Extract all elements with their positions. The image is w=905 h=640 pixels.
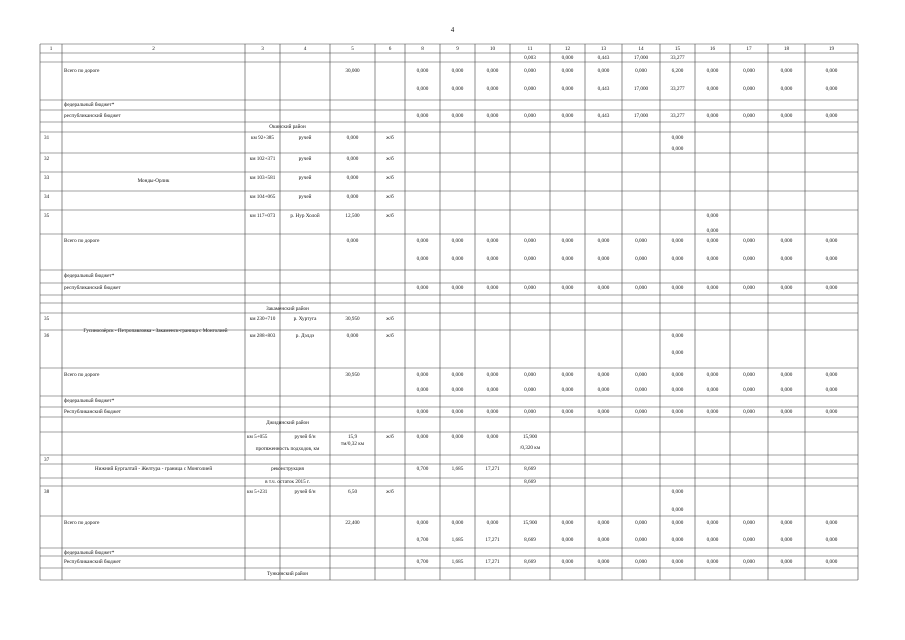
cell-value: 1,685	[451, 466, 464, 472]
cell-value: 0,000	[780, 68, 793, 74]
cell-value: 0,000	[706, 285, 719, 291]
cell-value: 0,000	[825, 559, 838, 565]
object-name: р. Хуртуга	[293, 316, 317, 322]
total-length: 22,400	[345, 520, 360, 526]
cell-value: 0,000	[451, 86, 464, 92]
object-name: ручей б/н	[294, 434, 316, 440]
cell-value: 0,000	[451, 256, 464, 262]
cell-value: 0,443	[597, 55, 610, 61]
cell-value: 0,000	[524, 372, 536, 378]
cell-value: 0,000	[416, 256, 429, 262]
cell-value: 0,000	[597, 537, 610, 543]
cell-value: 0,000	[561, 238, 574, 244]
row-number: 35	[44, 316, 50, 322]
cell-value: 33,277	[670, 55, 685, 61]
total-label: Всего по дороге	[64, 520, 100, 526]
total-label: Всего по дороге	[64, 238, 100, 244]
cell-value: 33,277	[670, 86, 685, 92]
cell-value: 0,000	[561, 559, 574, 565]
cell-value: 0,000	[743, 68, 755, 74]
total-length: 30,000	[345, 68, 360, 74]
cell-value: 17,271	[485, 537, 500, 543]
total-length: 0,000	[346, 238, 359, 244]
cell-value: 0,000	[524, 409, 536, 415]
header-cell: 15	[674, 45, 681, 52]
cell-value: 0,000	[671, 507, 684, 513]
cell-value: 0,000	[451, 409, 464, 415]
district-name: Окинский район	[269, 124, 306, 130]
cell-value: 17,000	[633, 55, 649, 61]
district-name: Закаменский район	[266, 306, 309, 312]
cell-value: 0,000	[671, 409, 684, 415]
cell-value: 17,271	[485, 559, 500, 565]
cell-value: /0,320 км	[519, 445, 541, 451]
cell-value: 0,000	[635, 537, 647, 543]
road-name: Монды-Орлик	[137, 178, 170, 184]
cell-value: 1,685	[451, 537, 464, 543]
cell-value: 0,000	[635, 285, 647, 291]
length: 15,9	[347, 434, 358, 440]
type: ж/б	[386, 175, 394, 181]
cell-value: 0,000	[597, 372, 610, 378]
cell-value: 1,685	[451, 559, 464, 565]
length: 0,000	[346, 156, 359, 162]
cell-value: 0,000	[780, 86, 793, 92]
budget-label: федеральный бюджет*	[64, 102, 115, 108]
cell-value: 8,669	[524, 559, 536, 565]
length: 0,000	[346, 333, 359, 339]
cell-value: 0,000	[706, 256, 719, 262]
budget-label: федеральный бюджет*	[64, 273, 115, 279]
cell-value: 0,000	[524, 387, 536, 393]
header-cell: 18	[783, 45, 790, 52]
cell-value: 0,443	[597, 113, 610, 119]
cell-value: 0,000	[706, 86, 719, 92]
cell-value: 0,000	[416, 409, 429, 415]
object-name: ручей	[298, 135, 312, 141]
cell-value: 0,000	[561, 256, 574, 262]
cell-value: 0,000	[486, 68, 499, 74]
cell-value: 0,003	[524, 55, 536, 61]
row-number: 33	[44, 175, 50, 181]
header-cell: 3	[261, 45, 264, 52]
cell-value: 0,000	[416, 372, 429, 378]
cell-value: 0,000	[671, 537, 684, 543]
length: 6,50	[347, 489, 358, 495]
cell-value: 0,700	[416, 466, 429, 472]
cell-value: 0,000	[597, 559, 610, 565]
cell-value: 0,000	[524, 68, 536, 74]
cell-value: 0,000	[451, 68, 464, 74]
cell-value: 0,000	[780, 113, 793, 119]
cell-value: 0,000	[743, 285, 755, 291]
cell-value: 0,000	[635, 559, 647, 565]
cell-value: 0,000	[780, 559, 793, 565]
header-cell: 16	[709, 45, 716, 52]
header-cell: 14	[638, 45, 644, 52]
cell-value: 0,000	[451, 285, 464, 291]
object-name: ручей	[298, 156, 312, 162]
cell-value: 0,000	[486, 387, 499, 393]
object-name: ручей	[298, 194, 312, 200]
cell-value: 0,000	[743, 372, 755, 378]
budget-label: федеральный бюджет*	[64, 550, 115, 556]
cell-value: 0,000	[486, 409, 499, 415]
header-cell: 6	[388, 45, 392, 52]
cell-value: 0,000	[825, 285, 838, 291]
cell-value: 0,000	[635, 372, 647, 378]
cell-value: 0,000	[597, 68, 610, 74]
cell-value: 0,000	[825, 68, 838, 74]
cell-value: 0,000	[524, 285, 536, 291]
cell-value: 0,000	[416, 238, 429, 244]
length: 0,000	[346, 194, 359, 200]
km-mark: км 5+231	[247, 489, 268, 495]
cell-value: 8,669	[524, 466, 536, 472]
cell-value: 0,000	[743, 559, 755, 565]
cell-value: 0,000	[743, 238, 755, 244]
cell-value: 17,000	[633, 86, 649, 92]
object-name: ручей б/н	[294, 489, 316, 495]
header-cell: 17	[746, 45, 752, 52]
cell-value: 0,000	[561, 285, 574, 291]
cell-value: 0,000	[671, 146, 684, 152]
row-number: 32	[44, 156, 50, 162]
cell-value: 0,000	[780, 537, 793, 543]
cell-value: 0,000	[635, 256, 647, 262]
header-cell: 2	[152, 45, 155, 52]
header-cell: 12	[564, 45, 571, 52]
road-name: Гусиноозёрск - Петропавловка - Закаменск-граница с Монголией	[83, 328, 228, 334]
cell-value: 0,000	[416, 387, 429, 393]
cell-value: 0,000	[635, 68, 647, 74]
cell-value: 0,000	[451, 387, 464, 393]
cell-value: 0,000	[561, 409, 574, 415]
km-mark: км 230+710	[249, 316, 276, 322]
cell-value: 0,000	[635, 409, 647, 415]
cell-value: 0,000	[671, 333, 684, 339]
cell-value: 0,000	[416, 113, 429, 119]
sub-label: в т.ч. остаток 2015 г.	[265, 479, 310, 485]
cell-value: 0,000	[486, 256, 499, 262]
cell-value: 0,000	[706, 238, 719, 244]
length-note: тм/0,32 км	[340, 441, 365, 447]
km-mark: км 288+803	[249, 333, 276, 339]
km-mark: км 102+371	[249, 156, 276, 162]
cell-value: 0,000	[706, 113, 719, 119]
cell-value: 6,200	[671, 68, 684, 74]
cell-value: 0,000	[671, 520, 684, 526]
header-cell: 19	[828, 45, 835, 52]
cell-value: 0,000	[671, 256, 684, 262]
cell-value: 0,000	[561, 68, 574, 74]
length: 12,500	[345, 213, 360, 219]
cell-value: 0,000	[486, 238, 499, 244]
cell-value: 0,000	[486, 434, 499, 440]
cell-value: 0,000	[743, 86, 755, 92]
cell-value: 0,000	[825, 86, 838, 92]
cell-value: 0,000	[671, 489, 684, 495]
km-mark: км 92+385	[251, 135, 274, 141]
cell-value: 0,000	[780, 520, 793, 526]
total-label: Всего по дороге	[64, 68, 100, 74]
object-name: р. Дэлдэ	[295, 333, 315, 339]
cell-value: 17,271	[485, 466, 500, 472]
row-number: 31	[44, 135, 50, 141]
cell-value: 0,000	[780, 238, 793, 244]
cell-value: 0,000	[743, 256, 755, 262]
cell-value: 0,000	[416, 285, 429, 291]
cell-value: 0,000	[825, 372, 838, 378]
cell-value: 0,000	[451, 520, 464, 526]
total-length: 30,950	[345, 372, 360, 378]
row-number: 38	[44, 489, 50, 495]
budget-label: федеральный бюджет*	[64, 398, 115, 404]
cell-value: 0,000	[671, 387, 684, 393]
cell-value: 0,000	[671, 238, 684, 244]
cell-value: 0,000	[524, 113, 536, 119]
cell-value: 0,000	[451, 372, 464, 378]
cell-value: 0,000	[780, 256, 793, 262]
cell-value: 0,000	[451, 434, 464, 440]
cell-value: 0,000	[780, 387, 793, 393]
cell-value: 0,000	[743, 387, 755, 393]
type: ж/б	[386, 316, 394, 322]
cell-value: 0,700	[416, 537, 429, 543]
cell-value: 33,277	[670, 113, 685, 119]
cell-value: 0,000	[825, 387, 838, 393]
cell-value: 0,000	[780, 285, 793, 291]
cell-value: 0,000	[671, 559, 684, 565]
cell-value: 0,000	[825, 113, 838, 119]
cell-value: 0,000	[486, 113, 499, 119]
cell-value: 0,000	[743, 409, 755, 415]
road-name: Нижний Бургалтай - Желтура - граница с Монголией	[94, 466, 213, 472]
district-name: Джидинский район	[266, 420, 309, 426]
cell-value: 0,000	[416, 520, 429, 526]
cell-value: 0,000	[825, 520, 838, 526]
cell-value: 0,000	[561, 537, 574, 543]
cell-value: 0,000	[635, 238, 647, 244]
cell-value: 17,000	[633, 113, 649, 119]
header-cell: 11	[527, 45, 533, 52]
row-number: 34	[44, 194, 50, 200]
cell-value: 0,000	[825, 256, 838, 262]
budget-label: Республиканский бюджет	[64, 559, 121, 565]
type: ж/б	[386, 434, 394, 440]
cell-value: 0,000	[706, 387, 719, 393]
sub-label: протяженность подходов, км	[255, 446, 320, 452]
row-number: 36	[44, 333, 50, 339]
cell-value: 0,000	[706, 520, 719, 526]
cell-value: 15,900	[522, 434, 538, 440]
page-number: 4	[450, 26, 455, 34]
cell-value: 0,443	[597, 86, 610, 92]
cell-value: 0,000	[825, 409, 838, 415]
km-mark: км 5+055	[247, 434, 268, 440]
cell-value: 0,000	[416, 86, 429, 92]
sub-label: реконструкция	[271, 466, 304, 472]
cell-value: 0,700	[416, 559, 429, 565]
cell-value: 0,000	[706, 537, 719, 543]
row-number: 35	[44, 213, 50, 219]
length: 30,950	[345, 316, 360, 322]
length: 0,000	[346, 175, 359, 181]
header-cell: 9	[456, 45, 459, 52]
cell-value: 0,000	[416, 68, 429, 74]
header-cell: 1	[49, 45, 53, 52]
budget-label: республиканский бюджет	[64, 285, 121, 291]
cell-value: 0,000	[597, 238, 610, 244]
cell-value: 0,000	[524, 238, 536, 244]
cell-value: 0,000	[671, 372, 684, 378]
cell-value: 0,000	[561, 372, 574, 378]
km-mark: км 117+073	[249, 213, 276, 219]
length: 0,000	[346, 135, 359, 141]
cell-value: 0,000	[706, 409, 719, 415]
cell-value: 15,900	[522, 520, 538, 526]
cell-value: 0,000	[561, 113, 574, 119]
km-mark: км 104+065	[249, 194, 276, 200]
type: ж/б	[386, 213, 394, 219]
district-name: Тункинский район	[266, 571, 309, 577]
cell-value: 0,000	[743, 537, 755, 543]
cell-value: 0,000	[561, 86, 574, 92]
cell-value: 0,000	[486, 372, 499, 378]
km-mark: км 103+581	[249, 175, 276, 181]
cell-value: 0,000	[706, 228, 719, 234]
cell-value: 0,000	[524, 256, 536, 262]
header-cell: 13	[600, 45, 607, 52]
cell-value: 0,000	[635, 520, 647, 526]
cell-value: 0,000	[671, 135, 684, 141]
cell-value: 0,000	[486, 520, 499, 526]
cell-value: 0,000	[780, 409, 793, 415]
object-name: ручей	[298, 175, 312, 181]
cell-value: 0,000	[706, 559, 719, 565]
cell-value: 0,000	[416, 434, 429, 440]
cell-value: 0,000	[486, 86, 499, 92]
cell-value: 0,000	[597, 409, 610, 415]
cell-value: 0,000	[743, 520, 755, 526]
cell-value: 0,000	[635, 387, 647, 393]
cell-value: 0,000	[706, 213, 719, 219]
cell-value: 0,000	[706, 372, 719, 378]
header-cell: 4	[303, 45, 307, 52]
cell-value: 8,669	[524, 537, 536, 543]
cell-value: 0,000	[671, 285, 684, 291]
cell-value: 0,000	[706, 68, 719, 74]
type: ж/б	[386, 489, 394, 495]
cell-value: 0,000	[561, 55, 574, 61]
cell-value: 0,000	[524, 86, 536, 92]
cell-value: 0,000	[780, 372, 793, 378]
cell-value: 0,000	[486, 285, 499, 291]
cell-value: 0,000	[825, 537, 838, 543]
cell-value: 8,669	[524, 479, 536, 485]
header-cell: 8	[421, 45, 424, 52]
type: ж/б	[386, 156, 394, 162]
type: ж/б	[386, 135, 394, 141]
type: ж/б	[386, 333, 394, 339]
cell-value: 0,000	[451, 113, 464, 119]
cell-value: 0,000	[743, 113, 755, 119]
cell-value: 0,000	[671, 350, 684, 356]
header-cell: 5	[351, 45, 354, 52]
row-number: 37	[44, 457, 50, 463]
cell-value: 0,000	[597, 285, 610, 291]
cell-value: 0,000	[451, 238, 464, 244]
cell-value: 0,000	[597, 387, 610, 393]
cell-value: 0,000	[597, 256, 610, 262]
cell-value: 0,000	[561, 520, 574, 526]
budget-label: республиканский бюджет	[64, 113, 121, 119]
cell-value: 0,000	[561, 387, 574, 393]
total-label: Всего по дороге	[64, 372, 100, 378]
object-name: р. Нур Холой	[290, 213, 320, 219]
budget-label: Республиканский бюджет	[64, 409, 121, 415]
type: ж/б	[386, 194, 394, 200]
cell-value: 0,000	[825, 238, 838, 244]
cell-value: 0,000	[597, 520, 610, 526]
header-cell: 10	[489, 45, 496, 52]
